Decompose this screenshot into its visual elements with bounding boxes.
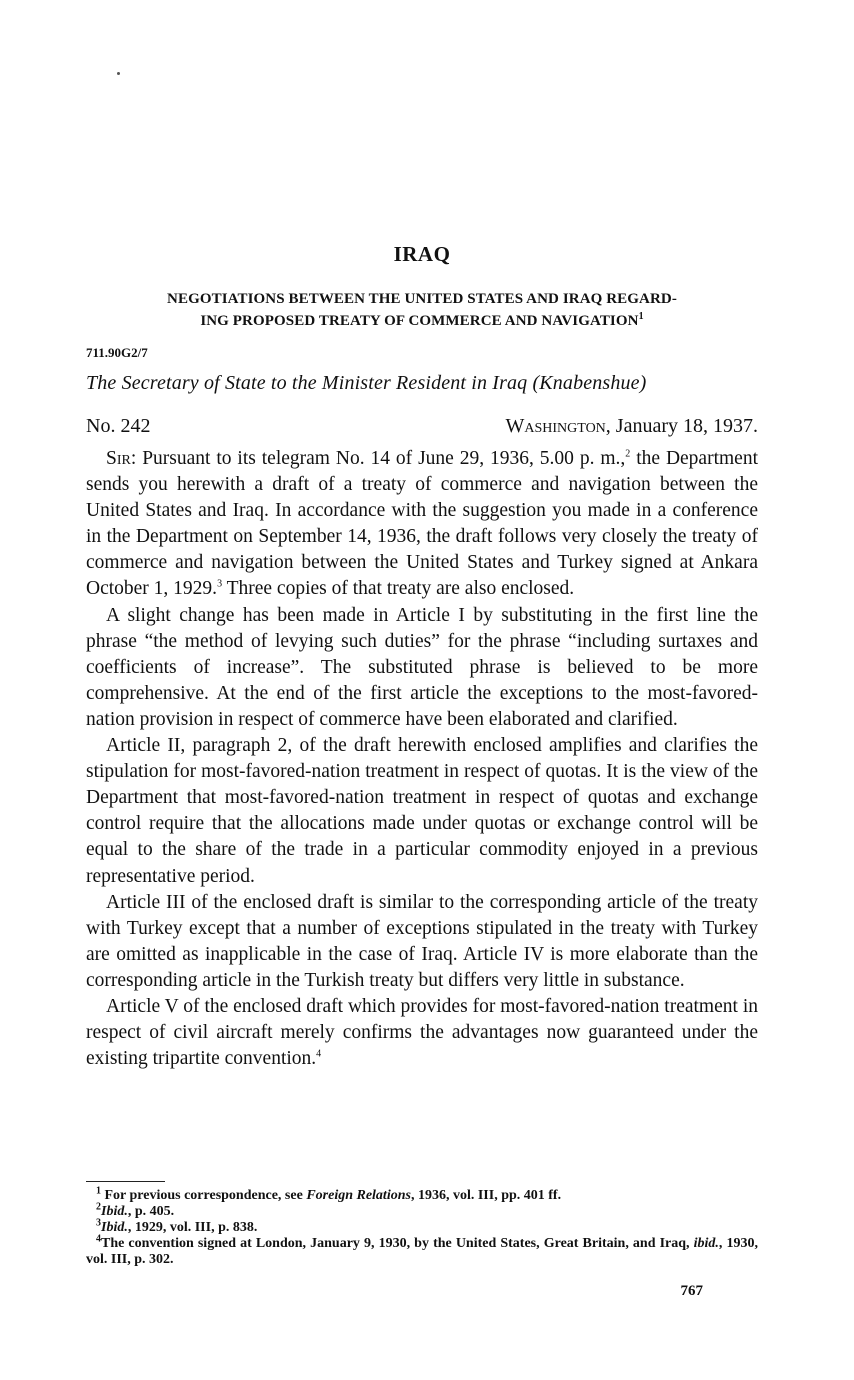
footnote-2: $^2$Ibid., p. 405. xyxy=(96,1201,175,1219)
salutation: Sir xyxy=(106,448,131,469)
place: Washington, xyxy=(505,415,611,437)
document-title: The Secretary of State to the Minister Resident in Iraq (Knabenshue) xyxy=(86,372,647,394)
footnote-ref-3: 3 xyxy=(217,578,223,590)
paragraph-1: Sir: Pursuant to its telegram No. 14 of June 29, 1936, 5.00 p. m.,$^2$ the Department sends you herewith a draft of a treaty of commerce and navigation between the United States and Iraq. In accordance with the suggestion you made in a conference in the Department on September 14, 1936, the draft follows very closely the treaty of commerce and navigation between the United States and Turkey signed at Ankara October 1, 1929.$^3$ Three copies of that treaty are also enclosed. xyxy=(86,448,758,600)
section-title-line-2: ING PROPOSED TREATY OF COMMERCE AND NAVIGATION$^1$ xyxy=(200,311,644,329)
paragraph-4: Article III of the enclosed draft is similar to the corresponding article of the treaty with Turkey except that a number of exceptions stipulated in the treaty with Turkey are omitted as inapplicable in the case of Iraq. Article IV is more elaborate than the corresponding article in the Turkish treaty but differs very little in substance. xyxy=(86,891,758,991)
paragraph-2: A slight change has been made in Article I by substituting in the first line the phrase “the method of levying such duties” for the phrase “including surtaxes and coefficients of increase”. The substituted phrase is believed to be more comprehensive. At the end of the first article the exceptions to the most-favored-nation provision in respect of commerce have been elaborated and clarified. xyxy=(86,604,758,730)
date: January 18, 1937. xyxy=(610,415,758,437)
page-heading: IRAQ xyxy=(393,242,451,266)
place-and-date xyxy=(506,415,759,438)
stray-ink-mark xyxy=(117,72,120,75)
footnote-3: $^3$Ibid., 1929, vol. III, p. 838. xyxy=(96,1217,258,1235)
section-title-line-1: NEGOTIATIONS BETWEEN THE UNITED STATES AND IRAQ REGARD- xyxy=(167,291,677,307)
footnote-ref-2: 2 xyxy=(625,448,631,460)
section-title xyxy=(86,288,758,332)
recipient-name: Knabenshue xyxy=(539,372,640,394)
document-number: No. 242 xyxy=(86,415,151,437)
paragraph-5: Article V of the enclosed draft which provides for most-favored-nation treatment in respect of civil aircraft merely confirms the advantages now guaranteed under the existing tripartite convention.$^4$ xyxy=(86,995,758,1070)
footnote-ref-4: 4 xyxy=(316,1048,322,1060)
file-number: 711.90G2/7 xyxy=(86,345,148,360)
footnotes xyxy=(86,1185,758,1268)
letter-body xyxy=(86,446,758,1072)
page-number: 767 xyxy=(680,1283,703,1299)
paragraph-3: Article II, paragraph 2, of the draft herewith enclosed amplifies and clarifies the stipulation for most-favored-nation treatment in respect of quotas. It is the view of the Department that most-favored-nation treatment in respect of quotas and exchange control require that the allocations made under quotas or exchange control will be equal to the share of the trade in a particular commodity enjoyed in a previous representative period. xyxy=(86,735,758,887)
dateline xyxy=(86,415,758,438)
footnote-4: $^4$The convention signed at London, January 9, 1930, by the United States, Great Britain, and Iraq, ibid., 1930, vol. III, p. 302. xyxy=(86,1233,758,1267)
footnote-1: $^1$ For previous correspondence, see Foreign Relations, 1936, vol. III, pp. 401 ff. xyxy=(96,1185,562,1203)
footnote-ref-1: 1 xyxy=(638,311,644,322)
footnote-divider xyxy=(86,1181,165,1182)
